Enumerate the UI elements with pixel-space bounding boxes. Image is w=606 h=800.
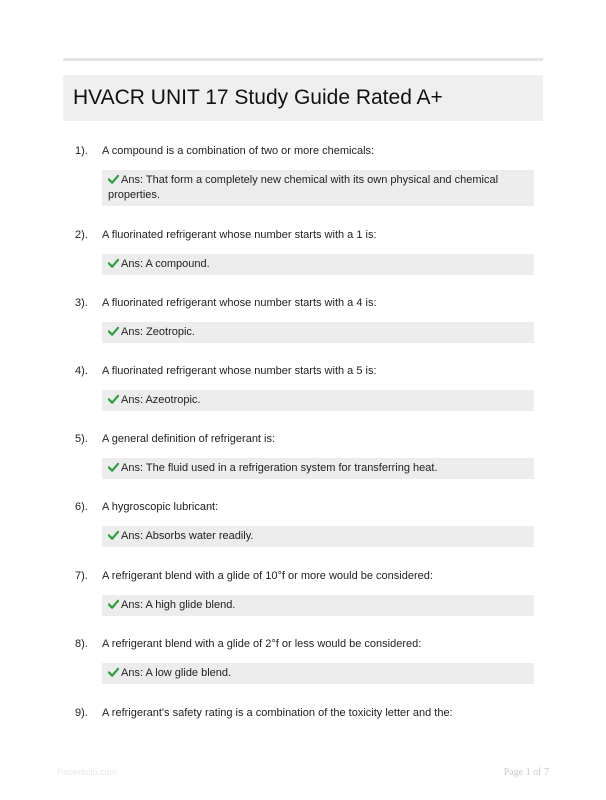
check-icon xyxy=(108,599,119,609)
answer-text: Ans: Azeotropic. xyxy=(121,394,201,406)
question-item xyxy=(63,433,543,474)
question-number: 2). xyxy=(75,229,88,241)
question-number: 3). xyxy=(75,297,88,309)
question-text: A general definition of refrigerant is: xyxy=(102,433,276,445)
check-icon xyxy=(108,174,119,184)
answer-box xyxy=(102,663,534,684)
question-text: A refrigerant blend with a glide of 10°f or more would be considered: xyxy=(102,570,433,582)
question-item xyxy=(63,638,543,679)
answer-box xyxy=(102,526,534,547)
question-number: 4). xyxy=(75,365,88,377)
question-text: A hygroscopic lubricant: xyxy=(102,501,219,513)
question-number: 5). xyxy=(75,433,88,445)
answer-text: Ans: A compound. xyxy=(121,258,210,270)
answer-text: Ans: That form a completely new chemical with its own physical and chemical properties. xyxy=(108,174,499,201)
question-item xyxy=(63,501,543,542)
question-number: 8). xyxy=(75,638,88,650)
top-divider xyxy=(63,58,543,61)
question-text: A refrigerant blend with a glide of 2°f or less would be considered: xyxy=(102,638,422,650)
question-number: 7). xyxy=(75,570,88,582)
answer-text: Ans: A high glide blend. xyxy=(121,599,236,611)
check-icon xyxy=(108,667,119,677)
question-number: 9). xyxy=(75,707,88,719)
page-indicator: Page 1 of 7 xyxy=(503,767,549,778)
question-item xyxy=(63,365,543,406)
answer-text: Ans: Zeotropic. xyxy=(121,326,195,338)
check-icon xyxy=(108,258,119,268)
check-icon xyxy=(108,530,119,540)
question-item xyxy=(63,570,543,611)
question-number: 1). xyxy=(75,145,88,157)
answer-box xyxy=(102,390,534,411)
footer-watermark: Paperfolio.com xyxy=(57,767,118,777)
question-item xyxy=(63,145,543,201)
check-icon xyxy=(108,326,119,336)
answer-box xyxy=(102,458,534,479)
question-text: A refrigerant's safety rating is a combination of the toxicity letter and the: xyxy=(102,707,453,719)
question-item xyxy=(63,229,543,270)
question-item xyxy=(63,297,543,338)
question-text: A fluorinated refrigerant whose number starts with a 5 is: xyxy=(102,365,377,377)
check-icon xyxy=(108,394,119,404)
question-text: A compound is a combination of two or more chemicals: xyxy=(102,145,375,157)
answer-box xyxy=(102,254,534,275)
question-text: A fluorinated refrigerant whose number starts with a 4 is: xyxy=(102,297,377,309)
answer-text: Ans: Absorbs water readily. xyxy=(121,530,254,542)
answer-text: Ans: A low glide blend. xyxy=(121,667,232,679)
question-text: A fluorinated refrigerant whose number starts with a 1 is: xyxy=(102,229,377,241)
answer-box xyxy=(102,322,534,343)
page-title: HVACR UNIT 17 Study Guide Rated A+ xyxy=(73,86,443,109)
answer-box xyxy=(102,170,534,206)
question-item xyxy=(63,707,543,725)
title-banner xyxy=(63,75,543,121)
answer-text: Ans: The fluid used in a refrigeration system for transferring heat. xyxy=(121,462,438,474)
answer-box xyxy=(102,595,534,616)
question-number: 6). xyxy=(75,501,88,513)
check-icon xyxy=(108,462,119,472)
